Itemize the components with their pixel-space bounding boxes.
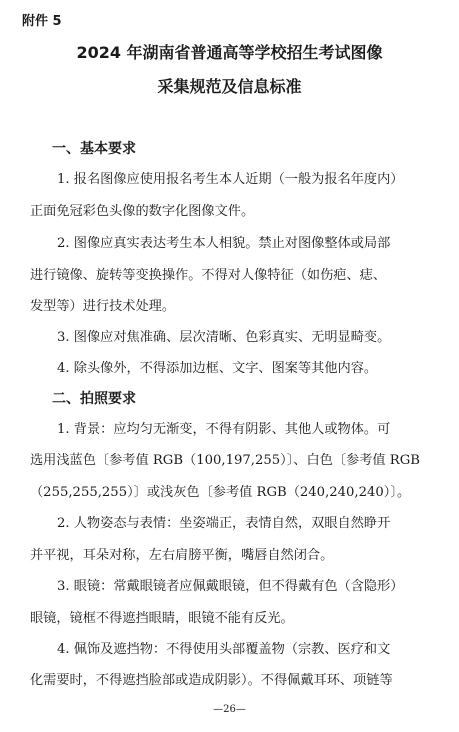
paragraph-line: 正面免冠彩色头像的数字化图像文件。	[30, 204, 255, 219]
document-title-line-1: 2024 年湖南省普通高等学校招生考试图像	[76, 43, 383, 62]
paragraph-line: 1. 背景：应均匀无渐变，不得有阴影、其他人或物体。可	[57, 422, 391, 437]
paragraph-line: 3. 图像应对焦准确、层次清晰、色彩真实、无明显畸变。	[57, 330, 391, 345]
paragraph-line: 1. 报名图像应使用报名考生本人近期（一般为报名年度内）	[57, 172, 404, 187]
document-title-line-2: 采集规范及信息标准	[157, 77, 302, 96]
attachment-label: 附件 5	[22, 14, 62, 29]
paragraph-line: 2. 图像应真实表达考生本人相貌。禁止对图像整体或局部	[57, 236, 391, 251]
page-number: —26—	[213, 704, 246, 715]
section-heading-photo-requirements: 二、拍照要求	[52, 391, 136, 407]
paragraph-line: （255,255,255）〕或浅灰色〔参考值 RGB（240,240,240）〕。	[30, 485, 411, 500]
section-heading-basic-requirements: 一、基本要求	[52, 141, 136, 157]
paragraph-line: 发型等）进行技术处理。	[30, 299, 176, 314]
paragraph-line: 进行镜像、旋转等变换操作。不得对人像特征（如伤疤、痣、	[30, 268, 387, 283]
paragraph-line: 4. 佩饰及遮挡物：不得使用头部覆盖物（宗教、医疗和文	[57, 642, 391, 657]
paragraph-line: 眼镜，镜框不得遮挡眼睛，眼镜不能有反光。	[30, 611, 294, 626]
paragraph-line: 3. 眼镜：常戴眼镜者应佩戴眼镜，但不得戴有色（含隐形）	[57, 579, 404, 594]
paragraph-line: 化需要时，不得遮挡脸部或造成阴影）。不得佩戴耳环、项链等	[30, 673, 393, 688]
paragraph-line: 4. 除头像外，不得添加边框、文字、图案等其他内容。	[57, 361, 378, 376]
paragraph-line: 并平视，耳朵对称，左右肩膀平衡，嘴唇自然闭合。	[30, 548, 334, 563]
paragraph-line: 选用浅蓝色〔参考值 RGB（100,197,255）〕、白色〔参考值 RGB	[30, 453, 420, 468]
paragraph-line: 2. 人物姿态与表情：坐姿端正，表情自然，双眼自然睁开	[57, 516, 391, 531]
